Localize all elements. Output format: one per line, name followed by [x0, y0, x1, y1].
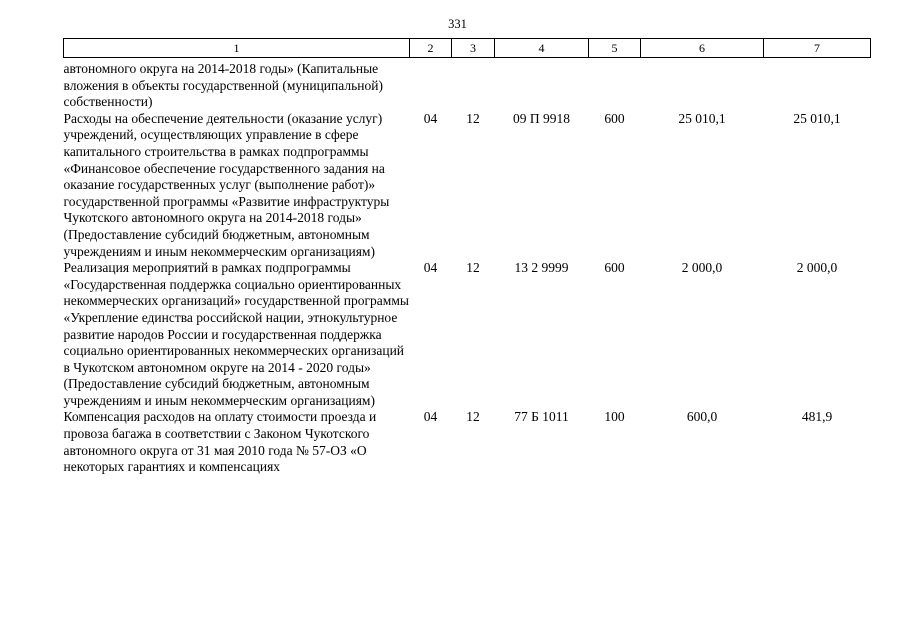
- expense-type-code: 100: [604, 409, 625, 425]
- target-article-code: 09 П 9918: [513, 110, 570, 126]
- table-row: [64, 409, 871, 509]
- section-code: 04: [423, 409, 438, 425]
- col-header-2: 2: [410, 39, 452, 58]
- subsection-code: 12: [466, 110, 480, 126]
- amount-approved: 2 000,0: [681, 260, 723, 276]
- row-description: автономного округа на 2014-2018 годы» (Капитальные вложения в объекты государственной (муниципальной) собственности): [63, 61, 383, 110]
- col-header-3: 3: [452, 39, 495, 58]
- target-article-code: 13 2 9999: [514, 260, 569, 276]
- amount-approved: 25 010,1: [678, 110, 726, 126]
- row-description: Компенсация расходов на оплату стоимости проезда и провоза багажа в соответствии с Законом Чукотского автономного округа от 31 мая 2010 года № 57-ОЗ «О некоторых гарантиях и компенсациях: [63, 409, 377, 475]
- col-header-4: 4: [495, 39, 589, 58]
- subsection-code: 12: [466, 260, 480, 276]
- col-header-1: 1: [64, 39, 410, 58]
- col-header-5: 5: [589, 39, 641, 58]
- target-article-code: 77 Б 1011: [514, 409, 569, 425]
- table-row-continuation: [64, 58, 871, 111]
- row-description: Реализация мероприятий в рамках подпрограммы «Государственная поддержка социально ориентированных некоммерческих организаций» государственной программы «Укрепление единства российской нации, этнокультурное развитие народов России и государственная поддержка социально ориентированных некоммерческих организаций в Чукотском автономном округе на 2014 - 2020 годы» (Предоставление субсидий бюджетным, автономным учреждениям и иным некоммерческим организациям): [63, 260, 409, 408]
- col-header-6: 6: [641, 39, 764, 58]
- table-row: [64, 111, 871, 260]
- row-description: Расходы на обеспечение деятельности (оказание услуг) учреждений, осуществляющих управление в сфере капитального строительства в рамках подпрограммы «Финансовое обеспечение государственного задания на оказание государственных услуг (выполнение работ)» государственной программы «Развитие инфраструктуры Чукотского автономного округа на 2014-2018 годы» (Предоставление субсидий бюджетным, автономным учреждениям и иным некоммерческим организациям): [63, 110, 390, 259]
- header-row: [64, 39, 871, 58]
- table-row: [64, 260, 871, 409]
- amount-approved: 600,0: [686, 409, 718, 425]
- section-code: 04: [423, 260, 438, 276]
- expense-type-code: 600: [604, 260, 625, 276]
- col-header-7: 7: [764, 39, 871, 58]
- page-number: 331: [448, 17, 467, 31]
- expense-type-code: 600: [604, 110, 625, 126]
- amount-executed: 481,9: [801, 409, 833, 425]
- budget-table: [63, 38, 871, 509]
- section-code: 04: [423, 110, 438, 126]
- amount-executed: 2 000,0: [796, 260, 838, 276]
- amount-executed: 25 010,1: [793, 110, 841, 126]
- subsection-code: 12: [466, 409, 480, 425]
